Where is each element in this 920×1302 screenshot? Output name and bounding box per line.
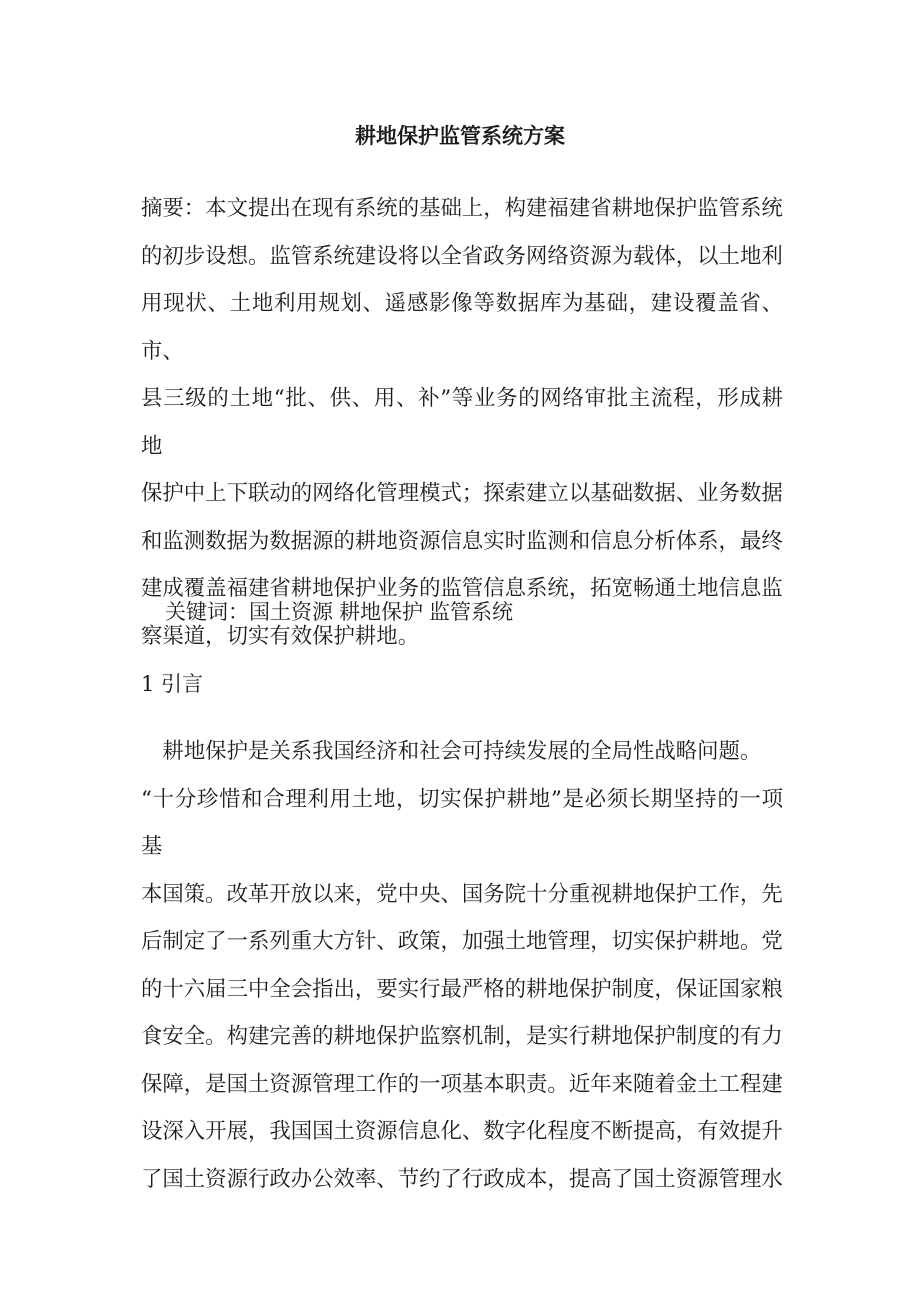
intro-line: 设深入开展，我国国土资源信息化、数字化程度不断提高，有效提升 <box>141 1119 783 1144</box>
abstract-line: 用现状、土地利用规划、遥感影像等数据库为基础，建设覆盖省、市、 <box>141 291 783 364</box>
intro-paragraph <box>141 728 783 1203</box>
intro-line: 耕地保护是关系我国经济和社会可持续发展的全局性战略问题。 <box>141 739 762 764</box>
section-heading: 1 引言 <box>141 672 204 696</box>
intro-line: 的十六届三中全会指出，要实行最严格的耕地保护制度，保证国家粮 <box>141 976 783 1002</box>
abstract-line: 摘要：本文提出在现有系统的基础上，构建福建省耕地保护监管系统 <box>141 196 783 221</box>
intro-line: 后制定了一系列重大方针、政策，加强土地管理，切实保护耕地。党 <box>141 929 783 954</box>
abstract-line: 保护中上下联动的网络化管理模式；探索建立以基础数据、业务数据 <box>141 481 783 506</box>
abstract-paragraph <box>141 185 783 660</box>
keywords-label: 关键词： <box>165 600 249 624</box>
abstract-line: 建成覆盖福建省耕地保护业务的监管信息系统，拓宽畅通土地信息监 <box>141 576 783 601</box>
keyword-item: 监管系统 <box>429 600 513 624</box>
intro-line: 保障，是国土资源管理工作的一项基本职责。近年来随着金土工程建 <box>141 1071 783 1097</box>
abstract-line: 和监测数据为数据源的耕地资源信息实时监测和信息分析体系，最终 <box>141 528 783 554</box>
keyword-item: 国土资源 <box>249 600 333 624</box>
abstract-line: 的初步设想。监管系统建设将以全省政务网络资源为载体，以土地利 <box>141 243 783 269</box>
intro-line: 了国土资源行政办公效率、节约了行政成本，提高了国土资源管理水 <box>141 1166 783 1192</box>
intro-line: “十分珍惜和合理利用土地，切实保护耕地”是必须长期坚持的一项基 <box>141 786 783 859</box>
intro-line: 本国策。改革开放以来，党中央、国务院十分重视耕地保护工作，先 <box>141 881 783 907</box>
keyword-item: 耕地保护 <box>339 600 423 624</box>
keywords-line <box>165 592 513 632</box>
intro-line: 食安全。构建完善的耕地保护监察机制，是实行耕地保护制度的有力 <box>141 1024 783 1049</box>
document-title: 耕地保护监管系统方案 <box>355 123 565 148</box>
abstract-line: 县三级的土地“批、供、用、补”等业务的网络审批主流程，形成耕地 <box>141 386 783 459</box>
abstract-line: 察渠道，切实有效保护耕地。 <box>141 623 420 649</box>
